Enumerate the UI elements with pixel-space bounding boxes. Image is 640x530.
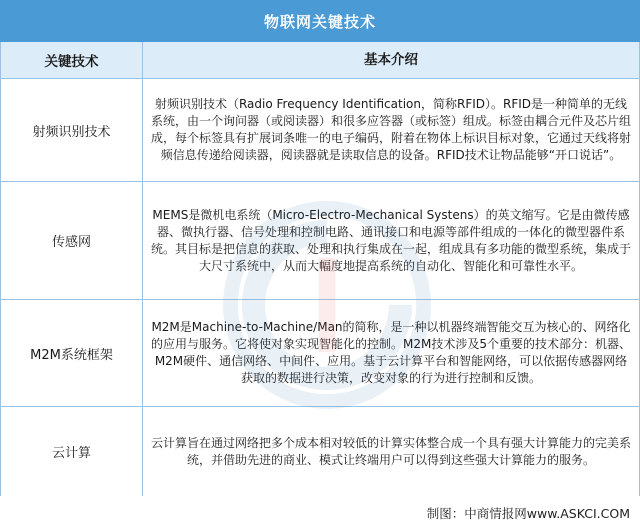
technology-name: 云计算 [1,407,143,496]
technology-description: 射频识别技术（Radio Frequency Identification，简称RFID）。RFID是一种简单的无线系统，由一个询问器（或阅读器）和很多应答器（或标签）组成。标签由耦合元件及芯片组成，每个标签具有扩展词条唯一的电子编码，附着在物体上标识目标对象，它通过天线将射频信息传递给阅读器，阅读器就是读取信息的设备。RFID技术让物品能够“开口说话”。 [151,97,632,162]
header-basic-intro: 基本介绍 [364,51,418,68]
table-title: 物联网关键技术 [0,0,640,42]
table-header-row [1,42,639,79]
technology-name: 传感网 [1,182,143,299]
table-row [1,182,639,300]
technology-name: 射频识别技术 [1,79,143,181]
table-row [1,407,639,496]
header-key-technology: 关键技术 [1,42,143,78]
technology-description: 云计算旨在通过网络把多个成本相对较低的计算实体整合成一个具有强大计算能力的完美系统，并借助先进的商业、模式让终端用户可以得到这些强大计算能力的服务。 [151,435,632,467]
key-technology-table [0,42,640,496]
table-row [1,300,639,407]
technology-description: M2M是Machine-to-Machine/Man的简称，是一种以机器终端智能交互为核心的、网络化的应用与服务。它将使对象实现智能化的控制。M2M技术涉及5个重要的技术部分：机器、M2M硬件、通信网络、中间件、应用。基于云计算平台和智能网络，可以依据传感器网络获取的数据进行决策，改变对象的行为进行控制和反馈。 [151,320,631,385]
chart-source-footer: 制图：中商情报网www.ASKCI.COM [426,506,630,521]
table-row [1,79,639,182]
technology-name: M2M系统框架 [1,300,143,406]
technology-description: MEMS是微机电系统（Micro-Electro-Mechanical Systens）的英文缩写。它是由微传感器、微执行器、信号处理和控制电路、通讯接口和电源等部件组成的一体化的微型器件系统。其目标是把信息的获取、处理和执行集成在一起，组成具有多功能的微型系统，集成于大尺寸系统中，从而大幅度地提高系统的自动化、智能化和可靠性水平。 [151,207,632,273]
